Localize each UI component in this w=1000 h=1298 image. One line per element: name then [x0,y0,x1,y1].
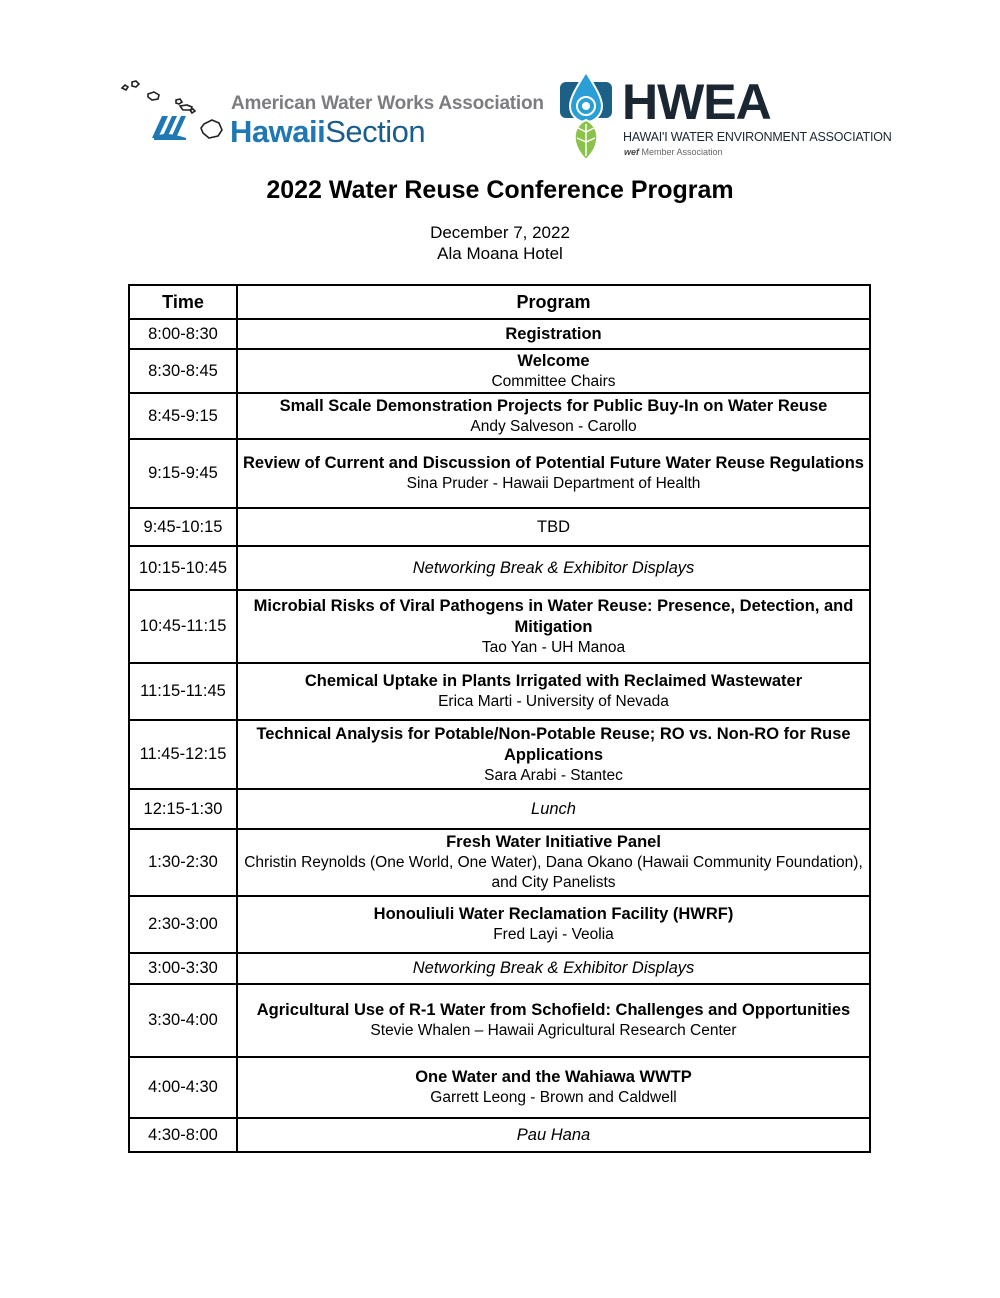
program-cell [237,546,870,590]
session-title: Agricultural Use of R-1 Water from Schofield: Challenges and Opportunities [256,1001,851,1019]
program-cell [237,1057,870,1118]
time-cell: 8:00-8:30 [129,319,237,349]
session-speaker: Sara Arabi - Stantec [484,766,623,784]
table-row [129,720,870,789]
time-cell: 4:00-4:30 [129,1057,237,1118]
session-title: Small Scale Demonstration Projects for Public Buy-In on Water Reuse [279,396,828,415]
program-cell [237,984,870,1057]
hawaii-islands-logo-icon [118,76,233,154]
event-date: December 7, 2022 [430,223,570,242]
program-cell [237,349,870,393]
time-cell: 3:00-3:30 [129,953,237,984]
program-cell [237,953,870,984]
time-cell: 9:45-10:15 [129,508,237,546]
awwa-section-rest: Section [325,114,426,149]
awwa-section-bold: Hawaii [230,114,326,149]
session-speaker: Andy Salveson - Carollo [470,417,637,435]
table-row [129,789,870,829]
time-cell: 2:30-3:00 [129,896,237,953]
session-title: Microbial Risks of Viral Pathogens in Water Reuse: Presence, Detection, and Mitigation [253,596,854,636]
session-title: One Water and the Wahiawa WWTP [415,1068,692,1086]
table-row [129,984,870,1057]
awwa-section-name [230,114,425,150]
session-note: Pau Hana [516,1125,591,1144]
time-cell: 3:30-4:00 [129,984,237,1057]
page-title: 2022 Water Reuse Conference Program [266,176,734,204]
session-speaker: Stevie Whalen – Hawaii Agricultural Research Center [370,1022,737,1039]
program-cell [237,829,870,896]
session-title: Chemical Uptake in Plants Irrigated with Reclaimed Wastewater [304,672,803,690]
program-header: Program [237,285,870,319]
session-speaker: Erica Marti - University of Nevada [438,693,669,710]
table-row [129,663,870,720]
table-row [129,590,870,663]
table-row [129,349,870,393]
session-speaker: Tao Yan - UH Manoa [481,638,626,656]
table-row [129,393,870,439]
program-cell [237,590,870,663]
table-row [129,1057,870,1118]
water-drop-leaf-icon [558,70,620,162]
session-title: Review of Current and Discussion of Potential Future Water Reuse Regulations [243,454,864,472]
program-cell [237,1118,870,1152]
event-venue: Ala Moana Hotel [437,244,563,263]
table-row [129,1118,870,1152]
time-cell: 1:30-2:30 [129,829,237,896]
program-cell [237,896,870,953]
time-cell: 11:45-12:15 [129,720,237,789]
session-title: Honouliuli Water Reclamation Facility (HWRF) [373,905,734,923]
program-cell [237,720,870,789]
table-row [129,508,870,546]
program-cell [237,508,870,546]
table-row [129,896,870,953]
hwea-full-name: HAWAI'I WATER ENVIRONMENT ASSOCIATION [623,130,892,144]
session-title: Registration [505,324,602,343]
table-row [129,439,870,508]
time-cell: 10:45-11:15 [129,590,237,663]
program-table [128,284,871,1153]
session-speaker: Garrett Leong - Brown and Caldwell [430,1089,677,1106]
program-cell [237,439,870,508]
session-note: Lunch [531,799,576,818]
time-cell: 8:30-8:45 [129,349,237,393]
session-speaker: Christin Reynolds (One World, One Water), Dana Okano (Hawaii Community Foundation), and City Panelists [244,854,863,891]
session-plain: TBD [537,517,570,536]
program-cell [237,663,870,720]
hwea-abbr: HWEA [622,74,771,130]
time-cell: 4:30-8:00 [129,1118,237,1152]
wef-mark: wef [624,147,640,157]
session-speaker: Fred Layi - Veolia [493,926,614,943]
time-header: Time [129,285,237,319]
time-cell: 12:15-1:30 [129,789,237,829]
program-cell [237,789,870,829]
program-cell [237,393,870,439]
awwa-name: American Water Works Association [231,93,544,114]
table-row [129,319,870,349]
session-speaker: Sina Pruder - Hawaii Department of Health [406,475,701,492]
time-cell: 11:15-11:45 [129,663,237,720]
awwa-hawaii-logo [118,76,558,156]
wef-member-text: Member Association [641,147,723,157]
time-cell: 8:45-9:15 [129,393,237,439]
wef-member-line [624,147,723,157]
session-title: Welcome [517,351,590,370]
table-row [129,546,870,590]
session-title: Fresh Water Initiative Panel [446,833,661,851]
session-note: Networking Break & Exhibitor Displays [412,959,695,977]
table-header-row [129,285,870,319]
table-row [129,829,870,896]
time-cell: 9:15-9:45 [129,439,237,508]
session-note: Networking Break & Exhibitor Displays [412,558,695,577]
session-title: Technical Analysis for Potable/Non-Potable Reuse; RO vs. Non-RO for Ruse Applications [256,724,851,764]
session-speaker: Committee Chairs [491,372,616,390]
table-row [129,953,870,984]
time-cell: 10:15-10:45 [129,546,237,590]
hwea-logo [558,70,892,162]
program-cell [237,319,870,349]
